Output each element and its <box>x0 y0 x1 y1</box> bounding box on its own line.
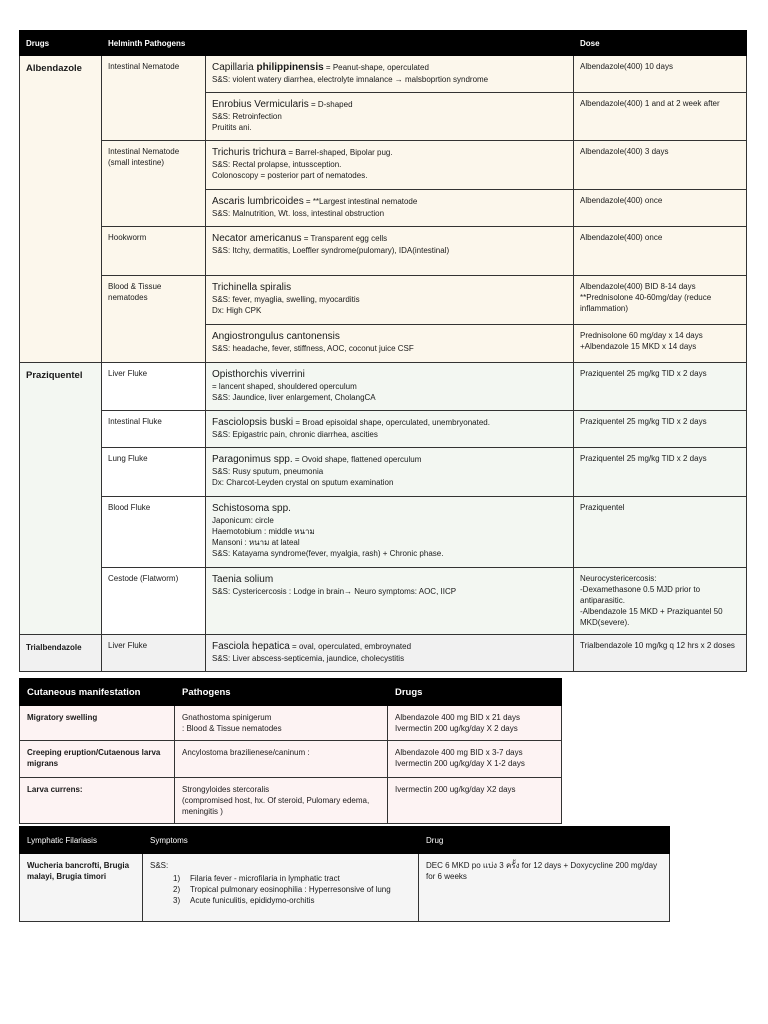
pathogen-cell <box>206 448 574 497</box>
group-cell: Cestode (Flatworm) <box>102 568 206 635</box>
list-text: Filaria fever - microfilaria in lymphatic tract <box>190 874 340 883</box>
pathogen-cell <box>175 778 388 824</box>
pathogen-detail: Pruitits ani. <box>212 123 252 132</box>
group-cell: Intestinal Nematode <box>102 56 206 141</box>
pathogen-detail: S&S: Katayama syndrome(fever, myalgia, rash) + Chronic phase. <box>212 549 444 558</box>
dose-line: Prednisolone 60 mg/day x 14 days <box>580 331 703 340</box>
header-cutaneous-manifestation: Cutaneous manifestation <box>20 679 175 706</box>
cutaneous-manifestation-table <box>19 678 562 824</box>
dose-cell <box>574 276 747 325</box>
dose-cell: Praziquentel 25 mg/kg TID x 2 days <box>574 411 747 448</box>
list-number: 2) <box>173 885 181 894</box>
drug-cell <box>388 741 562 778</box>
list-number: 3) <box>173 896 181 905</box>
group-cell: Liver Fluke <box>102 363 206 411</box>
pathogen-detail: Japonicum: circle <box>212 516 274 525</box>
header-helminth-pathogens: Helminth Pathogens <box>102 31 574 56</box>
pathogen-line: Gnathostoma spinigerum <box>182 713 272 722</box>
table-row <box>20 141 747 190</box>
pathogen-detail: S&S: headache, fever, stiffness, AOC, coconut juice CSF <box>212 344 414 353</box>
drug-trialbendazole: Trialbendazole <box>20 635 102 672</box>
list-number: 1) <box>173 874 181 883</box>
pathogen-detail: S&S: Itchy, dermatitis, Loeffler syndrome(pulomary), IDA(intestinal) <box>212 246 450 255</box>
dose-cell: Praziquentel <box>574 497 747 568</box>
header-drugs: Drugs <box>388 679 562 706</box>
pathogen-cell <box>206 363 574 411</box>
drug-line: Ivermectin 200 ug/kg/day X2 days <box>395 785 516 794</box>
pathogen-detail: Dx: Charcot-Leyden crystal on sputum examination <box>212 478 394 487</box>
table-row <box>20 227 747 276</box>
dose-cell <box>574 568 747 635</box>
dose-line: +Albendazole 15 MKD x 14 days <box>580 342 697 351</box>
table-row <box>20 363 747 411</box>
pathogen-line: Strongyloides stercoralis <box>182 785 270 794</box>
group-cell: Blood Fluke <box>102 497 206 568</box>
drug-line: Ivermectin 200 ug/kg/day X 1-2 days <box>395 759 525 768</box>
pathogen-name: Angiostrongulus cantonensis <box>212 331 340 342</box>
dose-cell: Albendazole(400) once <box>574 227 747 276</box>
pathogen-line: Ancylostoma brazilienese/caninum : <box>182 748 310 757</box>
pathogen-name: Paragonimus spp. = Ovoid shape, flattened operculum <box>212 454 422 465</box>
dose-line: **Prednisolone 40-60mg/day (reduce inflammation) <box>580 293 712 313</box>
drug-line: Albendazole 400 mg BID x 21 days <box>395 713 520 722</box>
manifestation-cell: Larva currens: <box>20 778 175 824</box>
pathogen-detail: Colonoscopy = posterior part of nematodes. <box>212 171 368 180</box>
pathogen-name: Trichinella spiralis <box>212 282 292 293</box>
table-row <box>20 56 747 93</box>
group-cell: Blood & Tissue nematodes <box>102 276 206 363</box>
list-text: Tropical pulmonary eosinophilia : Hyperresonsive of lung <box>190 885 391 894</box>
pathogen-line: (compromised host, hx. Of steroid, Pulomary edema, meningitis ) <box>182 796 370 816</box>
pathogen-name: Schistosoma spp. <box>212 503 291 514</box>
pathogen-cell <box>206 635 574 672</box>
pathogen-detail: S&S: Malnutrition, Wt. loss, intestinal obstruction <box>212 209 385 218</box>
drug-line: Albendazole 400 mg BID x 3-7 days <box>395 748 523 757</box>
pathogen-detail: Dx: High CPK <box>212 306 262 315</box>
table-row <box>20 741 562 778</box>
pathogen-cell <box>175 706 388 741</box>
pathogen-name: Ascaris lumbricoides = **Largest intestinal nematode <box>212 196 418 207</box>
helminth-drug-table <box>19 30 747 672</box>
dose-cell: Praziquentel 25 mg/kg TID x 2 days <box>574 363 747 411</box>
table-header-row <box>20 679 562 706</box>
group-cell: Intestinal Fluke <box>102 411 206 448</box>
pathogen-detail: S&S: Rusy sputum, pneumonia <box>212 467 324 476</box>
pathogen-cell <box>206 190 574 227</box>
dose-line: Albendazole(400) BID 8-14 days <box>580 282 696 291</box>
table-row <box>20 276 747 325</box>
pathogen-detail: S&S: fever, myaglia, swelling, myocarditis <box>212 295 360 304</box>
table-row <box>20 568 747 635</box>
table-row <box>20 497 747 568</box>
pathogen-name: Necator americanus = Transparent egg cells <box>212 233 388 244</box>
group-cell: Hookworm <box>102 227 206 276</box>
header-lymphatic-filariasis: Lymphatic Filariasis <box>20 827 143 854</box>
pathogen-name: Enrobius Vermicularis = D-shaped <box>212 99 353 110</box>
pathogen-cell <box>206 93 574 141</box>
drug-cell <box>388 778 562 824</box>
header-symptoms: Symptoms <box>143 827 419 854</box>
symptoms-heading: S&S: <box>150 861 169 870</box>
pathogen-detail: S&S: Epigastric pain, chronic diarrhea, ascities <box>212 430 378 439</box>
dose-line: -Dexamethasone 0.5 MJD prior to antiparasitic. <box>580 585 701 605</box>
list-item <box>150 873 411 884</box>
header-drug: Drug <box>419 827 670 854</box>
pathogen-cell <box>206 56 574 93</box>
pathogen-cell <box>206 568 574 635</box>
table-header-row <box>20 827 670 854</box>
dose-cell: Praziquentel 25 mg/kg TID x 2 days <box>574 448 747 497</box>
pathogen-detail: Haemotobium : middle หนาม <box>212 527 315 536</box>
pathogen-cell <box>206 497 574 568</box>
pathogen-detail: S&S: Cystericercosis : Lodge in brain→ Neuro symptoms: AOC, IICP <box>212 587 457 596</box>
pathogen-detail: S&S: Retroinfection <box>212 112 282 121</box>
lymphatic-filariasis-table <box>19 826 670 922</box>
pathogen-name: Trichuris trichura = Barrel-shaped, Bipolar pug. <box>212 147 393 158</box>
header-drugs: Drugs <box>20 31 102 56</box>
dose-cell: Albendazole(400) 3 days <box>574 141 747 190</box>
pathogen-name: Opisthorchis viverrini <box>212 369 305 380</box>
pathogen-detail: S&S: violent watery diarrhea, electrolyte imnalance → malsboprtion syndrome <box>212 75 489 84</box>
table-row <box>20 635 747 672</box>
pathogen-cell <box>206 227 574 276</box>
list-item <box>150 895 411 906</box>
group-cell: Lung Fluke <box>102 448 206 497</box>
drug-albendazole: Albendazole <box>20 56 102 363</box>
table-header-row <box>20 31 747 56</box>
filaria-species-cell: Wucheria bancrofti, Brugia malayi, Brugia timori <box>20 854 143 922</box>
pathogen-cell <box>175 741 388 778</box>
table-row <box>20 706 562 741</box>
pathogen-name: Capillaria philippinensis = Peanut-shape, operculated <box>212 62 429 73</box>
table-row <box>20 411 747 448</box>
group-cell: Liver Fluke <box>102 635 206 672</box>
pathogen-detail: = lancent shaped, shouldered operculum <box>212 382 357 391</box>
dose-cell: Albendazole(400) 10 days <box>574 56 747 93</box>
group-cell: Intestinal Nematode (small intestine) <box>102 141 206 227</box>
table-row <box>20 448 747 497</box>
dose-cell: Albendazole(400) once <box>574 190 747 227</box>
symptoms-list <box>150 873 411 906</box>
pathogen-name: Fasciolopsis buski = Broad episoidal shape, operculated, unembryonated. <box>212 417 490 428</box>
drug-cell <box>388 706 562 741</box>
pathogen-detail: Mansoni : หนาม at lateal <box>212 538 300 547</box>
dose-cell: Trialbendazole 10 mg/kg q 12 hrs x 2 doses <box>574 635 747 672</box>
dose-line: Neurocystericercosis: <box>580 574 657 583</box>
dose-cell: Albendazole(400) 1 and at 2 week after <box>574 93 747 141</box>
table-row <box>20 778 562 824</box>
drug-line: Ivermectin 200 ug/kg/day X 2 days <box>395 724 518 733</box>
pathogen-name: Fasciola hepatica = oval, operculated, embroynated <box>212 641 412 652</box>
pathogen-detail: S&S: Liver abscess-septicemia, jaundice, cholecystitis <box>212 654 405 663</box>
pathogen-cell <box>206 411 574 448</box>
pathogen-cell <box>206 141 574 190</box>
manifestation-cell: Creeping eruption/Cutaenous larva migrans <box>20 741 175 778</box>
pathogen-detail: S&S: Jaundice, liver enlargement, CholangCA <box>212 393 376 402</box>
list-text: Acute funiculitis, epididymo-orchitis <box>190 896 315 905</box>
pathogen-name: Taenia solium <box>212 574 274 585</box>
pathogen-cell <box>206 325 574 363</box>
pathogen-cell <box>206 276 574 325</box>
symptoms-cell <box>143 854 419 922</box>
pathogen-detail: S&S: Rectal prolapse, intussception. <box>212 160 342 169</box>
drug-cell: DEC 6 MKD po แบ่ง 3 ครั้ง for 12 days + Doxycycline 200 mg/day for 6 weeks <box>419 854 670 922</box>
header-dose: Dose <box>574 31 747 56</box>
table-row <box>20 854 670 922</box>
drug-praziquentel: Praziquentel <box>20 363 102 635</box>
manifestation-cell: Migratory swelling <box>20 706 175 741</box>
pathogen-line: : Blood & Tissue nematodes <box>182 724 282 733</box>
dose-line: -Albendazole 15 MKD + Praziquantel 50 MKD(severe). <box>580 607 723 627</box>
dose-cell <box>574 325 747 363</box>
list-item <box>150 884 411 895</box>
header-pathogens: Pathogens <box>175 679 388 706</box>
